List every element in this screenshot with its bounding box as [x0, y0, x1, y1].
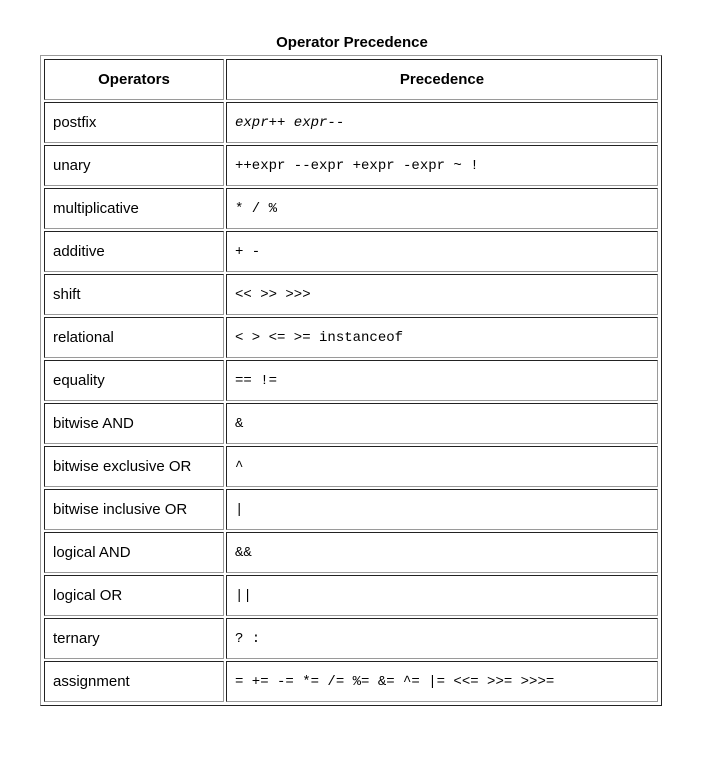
table-row	[44, 274, 658, 315]
table-row	[44, 532, 658, 573]
operator-precedence-table	[42, 57, 660, 704]
table-row	[44, 489, 658, 530]
operator-precedence-cell: ? :	[226, 618, 658, 659]
table-row	[44, 575, 658, 616]
operator-name-cell: logical AND	[44, 532, 224, 573]
operator-name-cell: shift	[44, 274, 224, 315]
table-row	[44, 145, 658, 186]
table-caption: Operator Precedence	[276, 34, 428, 51]
operator-name-cell: bitwise exclusive OR	[44, 446, 224, 487]
operator-precedence-cell: ++expr --expr +expr -expr ~ !	[226, 145, 658, 186]
operator-precedence-cell: ^	[226, 446, 658, 487]
header-operators: Operators	[44, 59, 224, 100]
operator-name-cell: equality	[44, 360, 224, 401]
operator-name-cell: postfix	[44, 102, 224, 143]
precedence-text: expr++ expr--	[235, 114, 345, 131]
header-precedence: Precedence	[226, 59, 658, 100]
table-row	[44, 188, 658, 229]
operator-precedence-cell: &&	[226, 532, 658, 573]
operator-name-cell: unary	[44, 145, 224, 186]
operator-precedence-cell: * / %	[226, 188, 658, 229]
table-row	[44, 360, 658, 401]
operator-name-cell: bitwise AND	[44, 403, 224, 444]
operator-name-cell: bitwise inclusive OR	[44, 489, 224, 530]
table-row	[44, 661, 658, 702]
operator-precedence-cell: &	[226, 403, 658, 444]
operator-name-cell: multiplicative	[44, 188, 224, 229]
operator-name-cell: additive	[44, 231, 224, 272]
operator-precedence-table-frame	[40, 55, 662, 706]
operator-precedence-cell: |	[226, 489, 658, 530]
operator-precedence-cell: << >> >>>	[226, 274, 658, 315]
operator-name-cell: assignment	[44, 661, 224, 702]
operator-precedence-cell: ||	[226, 575, 658, 616]
operator-precedence-cell: == !=	[226, 360, 658, 401]
table-row	[44, 317, 658, 358]
table-row	[44, 102, 658, 143]
operator-precedence-cell: < > <= >= instanceof	[226, 317, 658, 358]
operator-name-cell: logical OR	[44, 575, 224, 616]
table-row	[44, 403, 658, 444]
operator-precedence-cell: = += -= *= /= %= &= ^= |= <<= >>= >>>=	[226, 661, 658, 702]
operator-precedence-cell	[226, 102, 658, 143]
operator-name-cell: relational	[44, 317, 224, 358]
operator-name-cell: ternary	[44, 618, 224, 659]
header-row	[44, 59, 658, 100]
table-row	[44, 231, 658, 272]
table-row	[44, 446, 658, 487]
table-row	[44, 618, 658, 659]
operator-precedence-cell: + -	[226, 231, 658, 272]
